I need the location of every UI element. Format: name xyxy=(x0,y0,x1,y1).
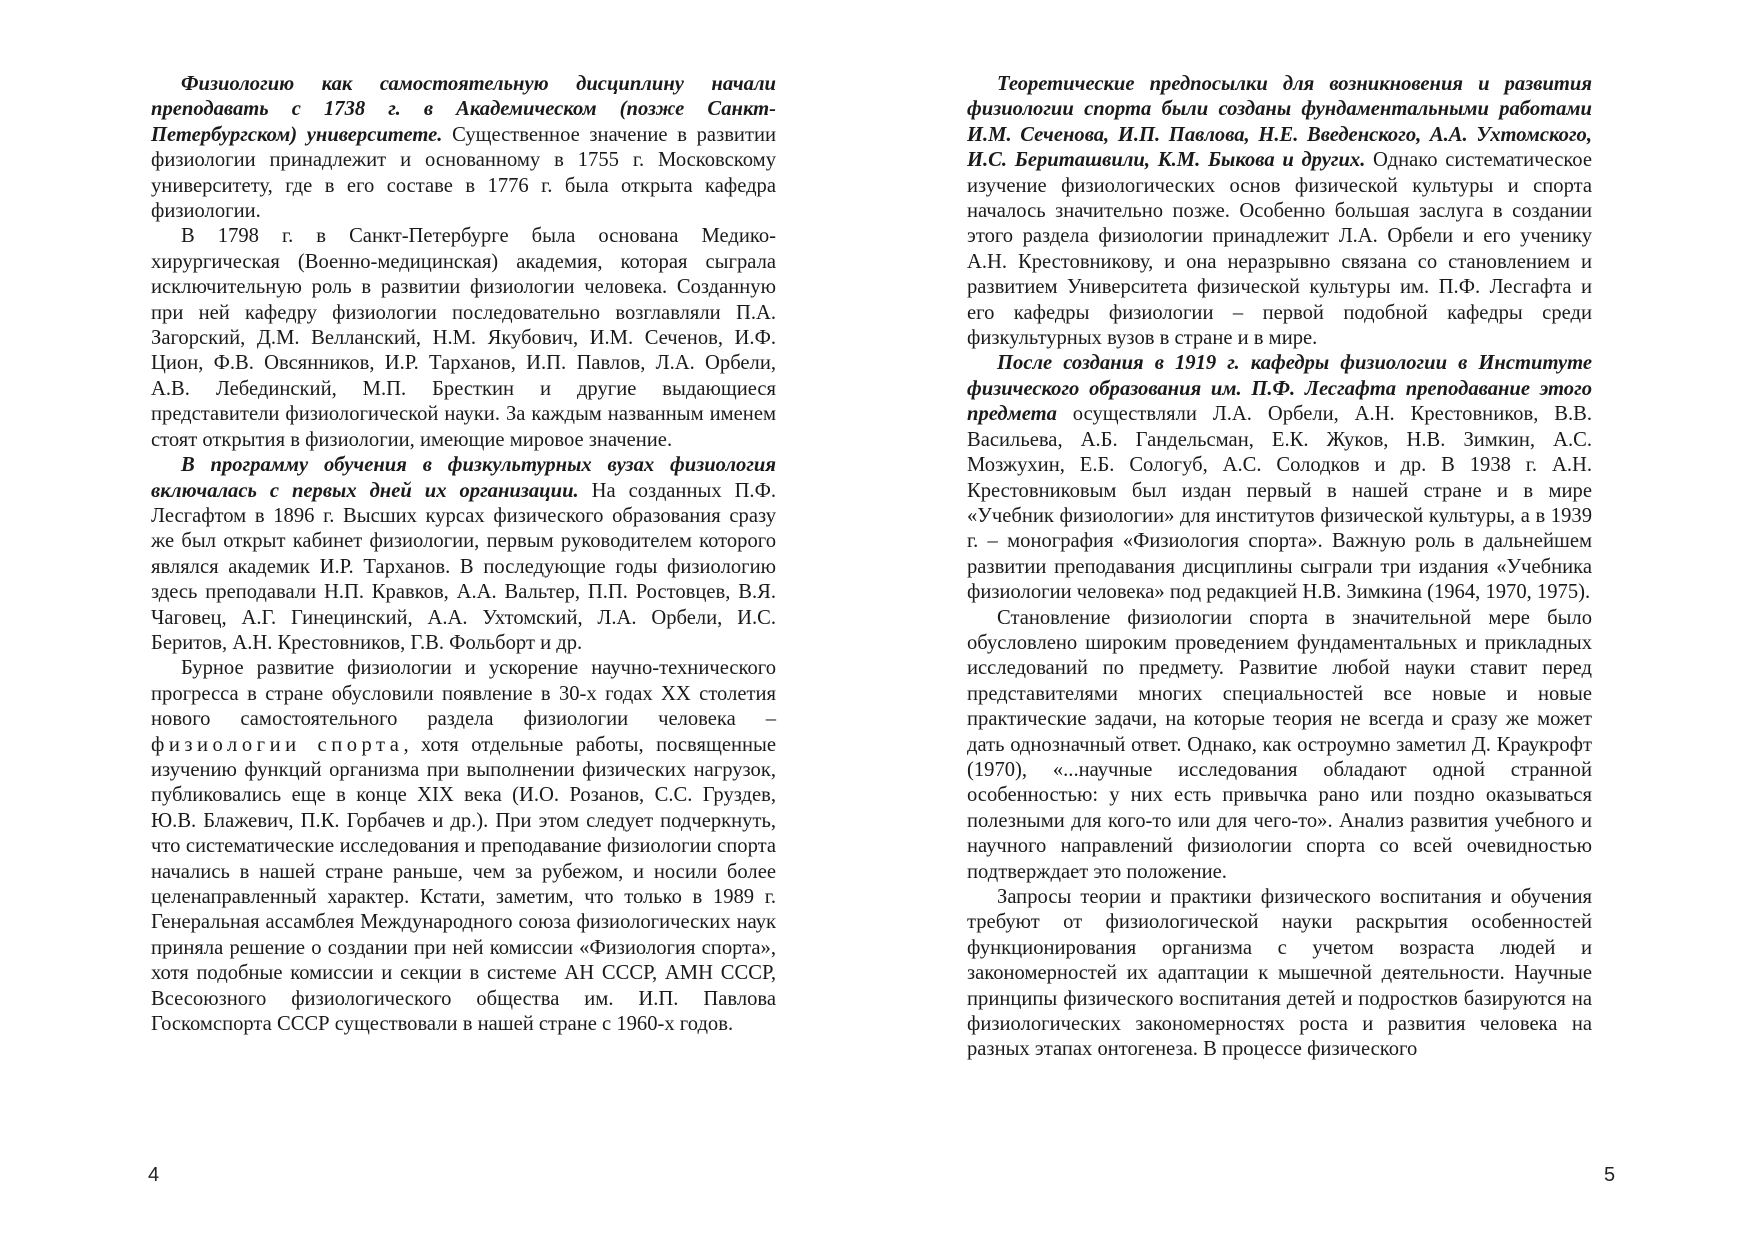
right-page xyxy=(877,0,1755,1240)
left-text-column xyxy=(151,72,776,1037)
right-paragraph-1 xyxy=(967,72,1592,351)
left-paragraph-4-text-before: Бурное развитие физиологии и ускорение научно-технического прогресса в стране обусловили появление в 30-х годах XX столетия нового самостоятельного раздела физиологии человека – xyxy=(151,657,776,731)
right-paragraph-2-lead: После создания в 1919 г. кафедры физиологии в Институте физического образования им. П.Ф. Лесгафта преподавание этого предмета xyxy=(967,352,1592,426)
right-text-column xyxy=(967,72,1592,1063)
left-page-number: 4 xyxy=(148,1164,160,1186)
left-paragraph-1-text: Существенное значение в развитии физиологии принадлежит и основанному в 1755 г. Московскому университету, где в его составе в 1776 г. была открыта кафедра физиологии. xyxy=(151,123,776,223)
right-paragraph-1-text: Однако систематическое изучение физиологических основ физической культуры и спорта началось значительно позже. Особенно большая заслуга в создании этого раздела физиологии принадлежит Л.А. Орбели и его ученику А.Н. Крестовникову, и она неразрывно связана со становлением и развитием Университета физической культуры им. П.Ф. Лесгафта и его кафедры физиологии – первой подобной кафедры среди физкультурных вузов в стране и в мире. xyxy=(967,149,1592,350)
right-page-number: 5 xyxy=(1604,1164,1616,1186)
right-paragraph-4: Запросы теории и практики физического воспитания и обучения требуют от физиологической науки раскрытия особенностей функционирования организма с учетом возраста людей и закономерностей их адаптации к мышечной деятельности. Научные принципы физического воспитания детей и подростков базируются на физиологических закономерностях роста и развития человека на разных этапах онтогенеза. В процессе физического xyxy=(967,886,1592,1061)
right-paragraph-1-lead: Теоретические предпосылки для возникновения и развития физиологии спорта были созданы фундаментальными работами И.М. Сеченова, И.П. Павлова, Н.Е. Введенского, А.А. Ухтомского, И.С. Бериташвили, К.М. Быкова и других. xyxy=(967,73,1592,172)
left-paragraph-4-spaced-term: физиологии спорта xyxy=(151,733,404,756)
left-paragraph-1 xyxy=(151,72,776,224)
left-paragraph-3-lead: В программу обучения в физкультурных вузах физиология включалась с первых дней их организации. xyxy=(151,454,776,502)
right-paragraph-2-text: осуществляли Л.А. Орбели, А.Н. Крестовников, В.В. Васильева, А.Б. Гандельсман, Е.К. Жуков, Н.В. Зимкин, А.С. Мозжухин, Е.Б. Сологуб, А.С. Солодков и др. В 1938 г. А.Н. Крестовниковым был издан первый в нашей стране и в мире «Учебник физиологии» для институтов физической культуры, а в 1939 г. – монография «Физиология спорта». Важную роль в дальнейшем развитии преподавания дисциплины сыграли три издания «Учебника физиологии человека» под редакцией Н.В. Зимкина (1964, 1970, 1975). xyxy=(967,403,1592,604)
left-paragraph-3-text: На созданных П.Ф. Лесгафтом в 1896 г. Высших курсах физического образования сразу же был открыт кабинет физиологии, первым руководителем которого являлся академик И.Р. Тарханов. В последующие годы физиологию здесь преподавали Н.П. Кравков, А.А. Вальтер, П.П. Ростовцев, В.Я. Чаговец, А.Г. Гинецинский, А.А. Ухтомский, Л.А. Орбели, И.С. Беритов, А.Н. Крестовников, Г.В. Фольборт и др. xyxy=(151,479,777,654)
right-paragraph-2 xyxy=(967,351,1592,605)
right-paragraph-3: Становление физиологии спорта в значительной мере было обусловлено широким проведением фундаментальных и прикладных исследований по предмету. Развитие любой науки ставит перед представителями многих специальностей все новые и новые практические задачи, на которые теория не всегда и сразу же может дать однозначный ответ. Однако, как остроумно заметил Д. Краукрофт (1970), «...научные исследования обладают одной странной особенностью: у них есть привычка рано или поздно оказываться полезными для кого-то или для чего-то». Анализ развития учебного и научного направлений физиологии спорта со всей очевидностью подтверждает это положение. xyxy=(967,606,1592,883)
left-paragraph-1-lead: Физиологию как самостоятельную дисциплину начали преподавать с 1738 г. в Академическом (позже Санкт-Петербургском) университете. xyxy=(151,73,776,146)
left-paragraph-4 xyxy=(151,656,776,1037)
left-paragraph-3 xyxy=(151,453,776,656)
left-paragraph-4-text-after: , хотя отдельные работы, посвященные изучению функций организма при выполнении физических нагрузок, публиковались еще в конце XIX века (И.О. Розанов, С.С. Груздев, Ю.В. Блажевич, П.К. Горбачев и др.). При этом следует подчеркнуть, что систематические исследования и преподавание физиологии спорта начались в нашей стране раньше, чем за рубежом, и носили более целенаправленный характер. Кстати, заметим, что только в 1989 г. Генеральная ассамблея Международного союза физиологических наук приняла решение о создании при ней комиссии «Физиология спорта», хотя подобные комиссии и секции в системе АН СССР, АМН СССР, Всесоюзного физиологического общества им. И.П. Павлова Госкомспорта СССР существовали в нашей стране с 1960-х годов. xyxy=(151,733,776,1036)
left-page xyxy=(0,0,877,1240)
left-paragraph-2: В 1798 г. в Санкт-Петербурге была основана Медико-хирургическая (Военно-медицинская) академия, которая сыграла исключительную роль в развитии физиологии человека. Созданную при ней кафедру физиологии последовательно возглавляли П.А. Загорский, Д.М. Велланский, Н.М. Якубович, И.М. Сеченов, И.Ф. Цион, Ф.В. Овсянников, И.Р. Тарханов, И.П. Павлов, Л.А. Орбели, А.В. Лебединский, М.П. Бресткин и другие выдающиеся представители физиологической науки. За каждым названным именем стоят открытия в физиологии, имеющие мировое значение. xyxy=(151,225,776,451)
